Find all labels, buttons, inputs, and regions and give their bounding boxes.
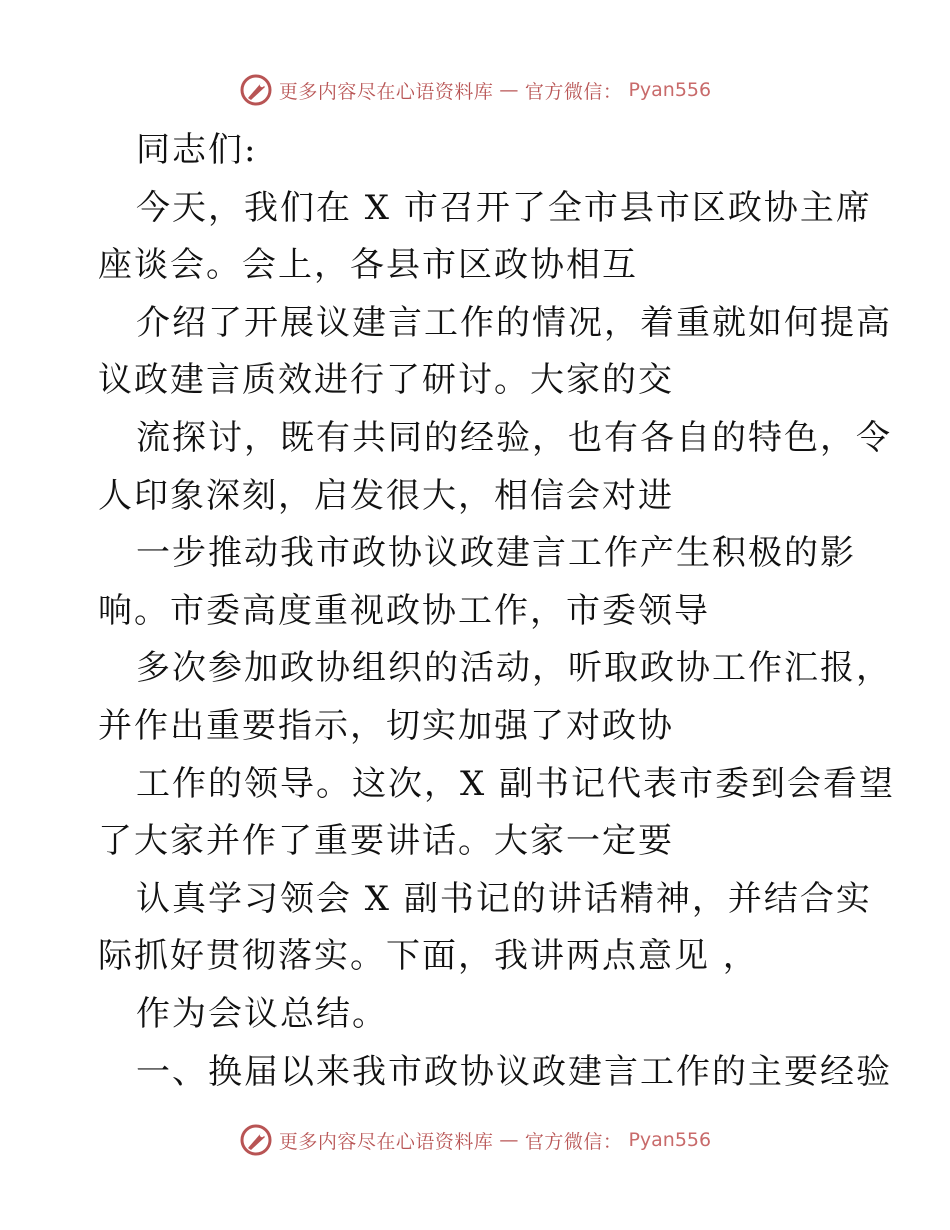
watermark-dash: — xyxy=(499,1129,519,1151)
watermark-main-text: 更多内容尽在心语资料库 xyxy=(278,1130,494,1153)
paragraph-line: 并作出重要指示，切实加强了对政协 xyxy=(98,705,674,746)
paragraph-line: 工作的领导。这次，X 副书记代表市委到会看望 xyxy=(136,763,896,804)
paragraph-line: 际抓好贯彻落实。下面，我讲两点意见 ， xyxy=(98,936,759,977)
pen-nib-logo-icon xyxy=(239,73,273,107)
watermark-main-text: 更多内容尽在心语资料库 xyxy=(278,80,494,103)
watermark-dash: — xyxy=(499,79,519,101)
header-watermark xyxy=(0,70,950,110)
paragraph-line: 了大家并作了重要讲话。大家一定要 xyxy=(98,821,674,862)
watermark-account: Pyan556 xyxy=(628,79,712,101)
paragraph-line: 座谈会。会上，各县市区政协相互 xyxy=(98,245,638,286)
footer-watermark xyxy=(0,1120,950,1160)
pen-nib-logo-icon xyxy=(239,1123,273,1157)
paragraph-line: 介绍了开展议建言工作的情况，着重就如何提高 xyxy=(136,302,892,343)
paragraph-line: 认真学习领会 X 副书记的讲话精神，并结合实 xyxy=(136,878,872,919)
paragraph-line: 流探讨，既有共同的经验，也有各自的特色，令 xyxy=(136,417,892,458)
paragraph-line: 响。市委高度重视政协工作，市委领导 xyxy=(98,590,710,631)
watermark-account: Pyan556 xyxy=(628,1129,712,1151)
paragraph-line: 一步推动我市政协议政建言工作产生积极的影 xyxy=(136,533,856,574)
watermark-official-label: 官方微信： xyxy=(524,80,623,103)
paragraph-line: 作为会议总结。 xyxy=(136,993,388,1034)
document-body xyxy=(98,122,896,1101)
paragraph-line: 议政建言质效进行了研讨。大家的交 xyxy=(98,360,674,401)
watermark-official-label: 官方微信： xyxy=(524,1130,623,1153)
paragraph-line: 多次参加政协组织的活动，听取政协工作汇报， xyxy=(136,648,892,689)
paragraph-line: 一、换届以来我市政协议政建言工作的主要经验 xyxy=(136,1051,892,1092)
paragraph-line: 今天，我们在 X 市召开了全市县市区政协主席 xyxy=(136,187,872,228)
paragraph-line: 同志们: xyxy=(136,130,258,170)
paragraph-line: 人印象深刻，启发很大，相信会对进 xyxy=(98,475,674,516)
